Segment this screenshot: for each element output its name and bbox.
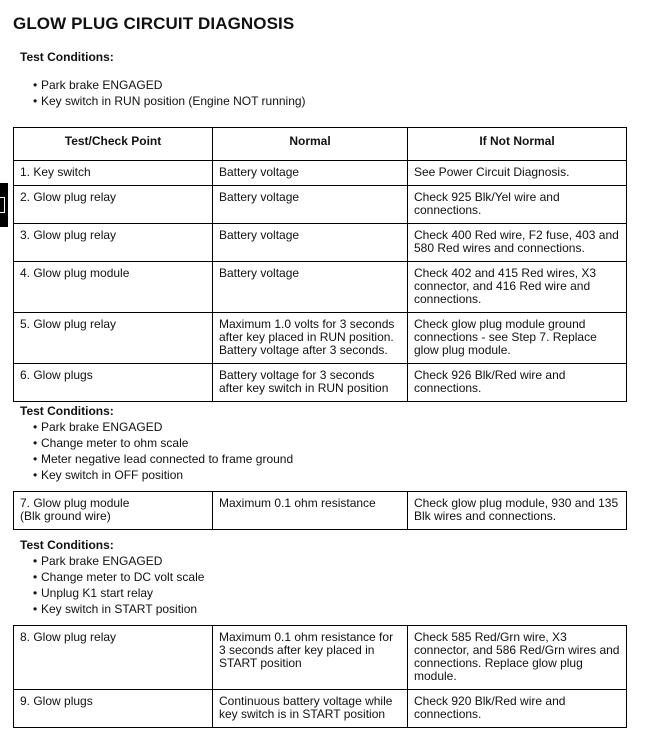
condition-item: • Unplug K1 start relay	[33, 585, 204, 601]
normal-cell: Battery voltage	[213, 161, 408, 186]
check-point-cell: 2. Glow plug relay	[14, 186, 213, 224]
page-tab-marker	[0, 183, 8, 227]
diagnosis-table-2	[13, 491, 627, 530]
test-conditions-label: Test Conditions:	[20, 50, 114, 64]
normal-cell: Battery voltage	[213, 186, 408, 224]
condition-item: • Park brake ENGAGED	[33, 77, 306, 93]
check-point-cell: 3. Glow plug relay	[14, 224, 213, 262]
check-point-cell: 7. Glow plug module (Blk ground wire)	[14, 492, 213, 530]
table-row	[14, 364, 627, 402]
check-point-cell: 5. Glow plug relay	[14, 313, 213, 364]
normal-cell: Continuous battery voltage while key switch is in START position	[213, 690, 408, 728]
if-not-normal-cell: Check 926 Blk/Red wire and connections.	[408, 364, 627, 402]
column-header: Test/Check Point	[14, 128, 213, 161]
test-conditions-3	[20, 537, 204, 617]
normal-cell: Battery voltage for 3 seconds after key switch in RUN position	[213, 364, 408, 402]
table-row	[14, 186, 627, 224]
normal-cell: Battery voltage	[213, 224, 408, 262]
diagnosis-table-1	[13, 127, 627, 402]
condition-item: • Park brake ENGAGED	[33, 553, 204, 569]
if-not-normal-cell: Check 585 Red/Grn wire, X3 connector, and 586 Red/Grn wires and connections. Replace glow plug module.	[408, 626, 627, 690]
condition-item: • Meter negative lead connected to frame ground	[33, 451, 293, 467]
condition-item: • Change meter to DC volt scale	[33, 569, 204, 585]
page-title: GLOW PLUG CIRCUIT DIAGNOSIS	[13, 14, 295, 33]
normal-cell: Battery voltage	[213, 262, 408, 313]
test-conditions-label: Test Conditions:	[20, 538, 114, 552]
test-conditions-label: Test Conditions:	[20, 404, 114, 418]
table-row	[14, 313, 627, 364]
table-row	[14, 690, 627, 728]
condition-item: • Key switch in OFF position	[33, 467, 293, 483]
table-row	[14, 626, 627, 690]
column-header: Normal	[213, 128, 408, 161]
condition-item: • Key switch in RUN position (Engine NOT running)	[33, 93, 306, 109]
normal-cell: Maximum 1.0 volts for 3 seconds after key placed in RUN position. Battery voltage after 3 seconds.	[213, 313, 408, 364]
if-not-normal-cell: Check glow plug module ground connections - see Step 7. Replace glow plug module.	[408, 313, 627, 364]
if-not-normal-cell: Check 925 Blk/Yel wire and connections.	[408, 186, 627, 224]
if-not-normal-cell: Check glow plug module, 930 and 135 Blk wires and connections.	[408, 492, 627, 530]
table-row	[14, 262, 627, 313]
check-point-cell: 9. Glow plugs	[14, 690, 213, 728]
check-point-cell: 8. Glow plug relay	[14, 626, 213, 690]
check-point-cell: 1. Key switch	[14, 161, 213, 186]
if-not-normal-cell: Check 402 and 415 Red wires, X3 connector, and 416 Red wire and connections.	[408, 262, 627, 313]
test-conditions-1	[20, 49, 306, 109]
table-row	[14, 224, 627, 262]
normal-cell: Maximum 0.1 ohm resistance for 3 seconds after key placed in START position	[213, 626, 408, 690]
check-point-cell: 4. Glow plug module	[14, 262, 213, 313]
check-point-cell: 6. Glow plugs	[14, 364, 213, 402]
table-row	[14, 492, 627, 530]
if-not-normal-cell: See Power Circuit Diagnosis.	[408, 161, 627, 186]
if-not-normal-cell: Check 400 Red wire, F2 fuse, 403 and 580 Red wires and connections.	[408, 224, 627, 262]
condition-item: • Key switch in START position	[33, 601, 204, 617]
diagnosis-table-3	[13, 625, 627, 728]
test-conditions-2	[20, 403, 293, 483]
condition-item: • Park brake ENGAGED	[33, 419, 293, 435]
if-not-normal-cell: Check 920 Blk/Red wire and connections.	[408, 690, 627, 728]
normal-cell: Maximum 0.1 ohm resistance	[213, 492, 408, 530]
table-header-row	[14, 128, 627, 161]
column-header: If Not Normal	[408, 128, 627, 161]
condition-item: • Change meter to ohm scale	[33, 435, 293, 451]
table-row	[14, 161, 627, 186]
